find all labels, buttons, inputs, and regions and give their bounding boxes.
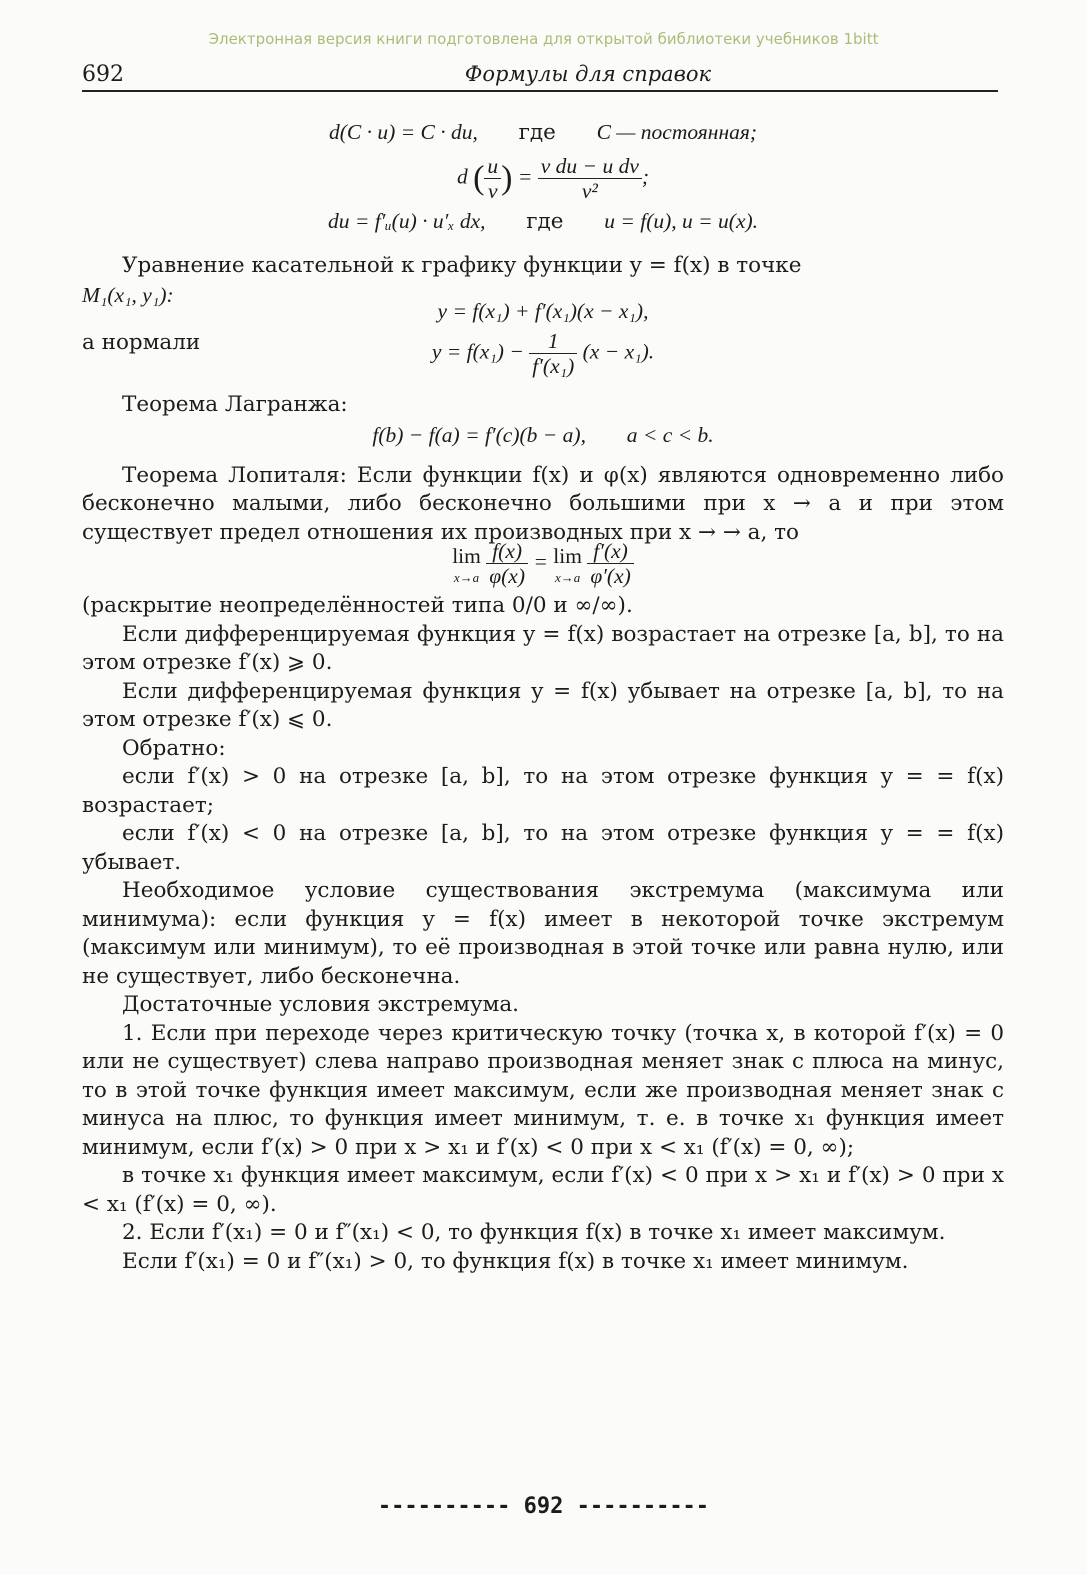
- fraction-normal: $\frac{1}{\text{f′(x₁)}}$: [529, 329, 577, 378]
- tangent-formula: y = f(x₁) + f′(x₁)(x − x₁),: [437, 298, 649, 323]
- page-footer: ---------- 692 ----------: [377, 1494, 710, 1519]
- lim-right: lim x→a: [553, 544, 582, 585]
- normal-label: а нормали: [82, 329, 201, 355]
- converse-label: Обратно:: [122, 735, 226, 761]
- formula-chain-rule: du = f′ᵤ(u) · u′ₓ dx, где u = f(u), u = u(x).: [327, 208, 759, 234]
- tangent-point: M₁(x₁, y₁):: [82, 282, 174, 307]
- converse-decreasing: если f′(x) < 0 на отрезке [a, b], то на этом отрезке функция y = = f(x) убывает.: [82, 821, 1004, 875]
- fraction-lhopital-right: $\frac{f'(x)}{\varphi'(x)}$: [587, 539, 633, 588]
- fraction-quotient-rule: $\frac{\text{v du − u dv}}{\text{v²}}$: [538, 154, 642, 203]
- page-number: 692: [82, 62, 124, 87]
- fraction-lhopital-left: $\frac{f(x)}{\varphi(x)}$: [486, 539, 528, 588]
- tangent-intro: Уравнение касательной к графику функции y = f(x) в точке: [122, 253, 802, 278]
- lagrange-title: Теорема Лагранжа:: [122, 391, 348, 417]
- lhopital-note: (раскрытие неопределённостей типа 0/0 и ∞/∞).: [82, 593, 633, 618]
- extremum-necessary: Необходимое условие существования экстремума (максимума или минимума): если функция y = f(x) имеет в некоторой точке экстремум (максимум или минимум), то её производная в этой точке или равна нулю, или не существует, либо бесконечна.: [82, 878, 1004, 989]
- formula-d-quotient: d ( $\frac{u}{v}$ ) = $\frac{\text{v du − u dv}}{\text{v²}}$ ;: [456, 153, 650, 203]
- lhopital-formula: lim x→a $\frac{f(x)}{\varphi(x)}$ = lim x→a $\frac{f'(x)}{\varphi'(x)}$: [82, 539, 1004, 588]
- monotonic-increasing: Если дифференцируемая функция y = f(x) возрастает на отрезке [a, b], то на этом отрезке f′(x) ⩾ 0.: [82, 621, 1004, 675]
- formula-d-const: d(C · u) = C · du, где C — постоянная;: [328, 120, 758, 145]
- extremum-sufficient-title: Достаточные условия экстремума.: [122, 992, 520, 1017]
- running-title: Формулы для справок: [464, 62, 712, 86]
- extremum-condition-1b: в точке x₁ функция имеет максимум, если f′(x) < 0 при x > x₁ и f′(x) > 0 при x < x₁ (f′(x) = 0, ∞).: [82, 1163, 1004, 1217]
- extremum-condition-2: 2. Если f′(x₁) = 0 и f″(x₁) < 0, то функция f(x) в точке x₁ имеет максимум.: [122, 1220, 946, 1245]
- lim-left: lim x→a: [452, 544, 481, 585]
- page-header: [82, 62, 998, 92]
- lhopital-text: Теорема Лопиталя: Если функции f(x) и φ(x) являются одновременно либо бесконечно малыми, либо бесконечно большими при x → a и при этом существует предел отношения их производных при x → → a, то: [82, 462, 1004, 545]
- normal-formula: y = f(x₁) − $\frac{1}{\text{f′(x₁)}}$ (x − x₁).: [431, 328, 655, 378]
- extremum-condition-1: 1. Если при переходе через критическую точку (точка x, в которой f′(x) = 0 или не существует) слева направо производная меняет знак с плюса на минус, то в этой точке функция имеет максимум, если же производная меняет знак с минуса на плюс, то функция имеет минимум, т. е. в точке x₁ функция имеет минимум, если f′(x) > 0 при x > x₁ и f′(x) < 0 при x < x₁ (f′(x) = 0, ∞);: [82, 1020, 1004, 1160]
- extremum-condition-2b: Если f′(x₁) = 0 и f″(x₁) > 0, то функция f(x) в точке x₁ имеет минимум.: [122, 1248, 909, 1274]
- lagrange-formula: f(b) − f(a) = f′(c)(b − a), a < c < b.: [372, 423, 714, 447]
- watermark: Электронная версия книги подготовлена для открытой библиотеки учебников 1bitt: [208, 30, 879, 48]
- monotonic-decreasing: Если дифференцируемая функция y = f(x) убывает на отрезке [a, b], то на этом отрезке f′(x) ⩽ 0.: [82, 678, 1004, 732]
- converse-increasing: если f′(x) > 0 на отрезке [a, b], то на этом отрезке функция y = = f(x) возрастает;: [82, 764, 1004, 818]
- page-content: [82, 110, 1004, 1276]
- fraction-u-over-v: $\frac{u}{v}$: [484, 154, 501, 203]
